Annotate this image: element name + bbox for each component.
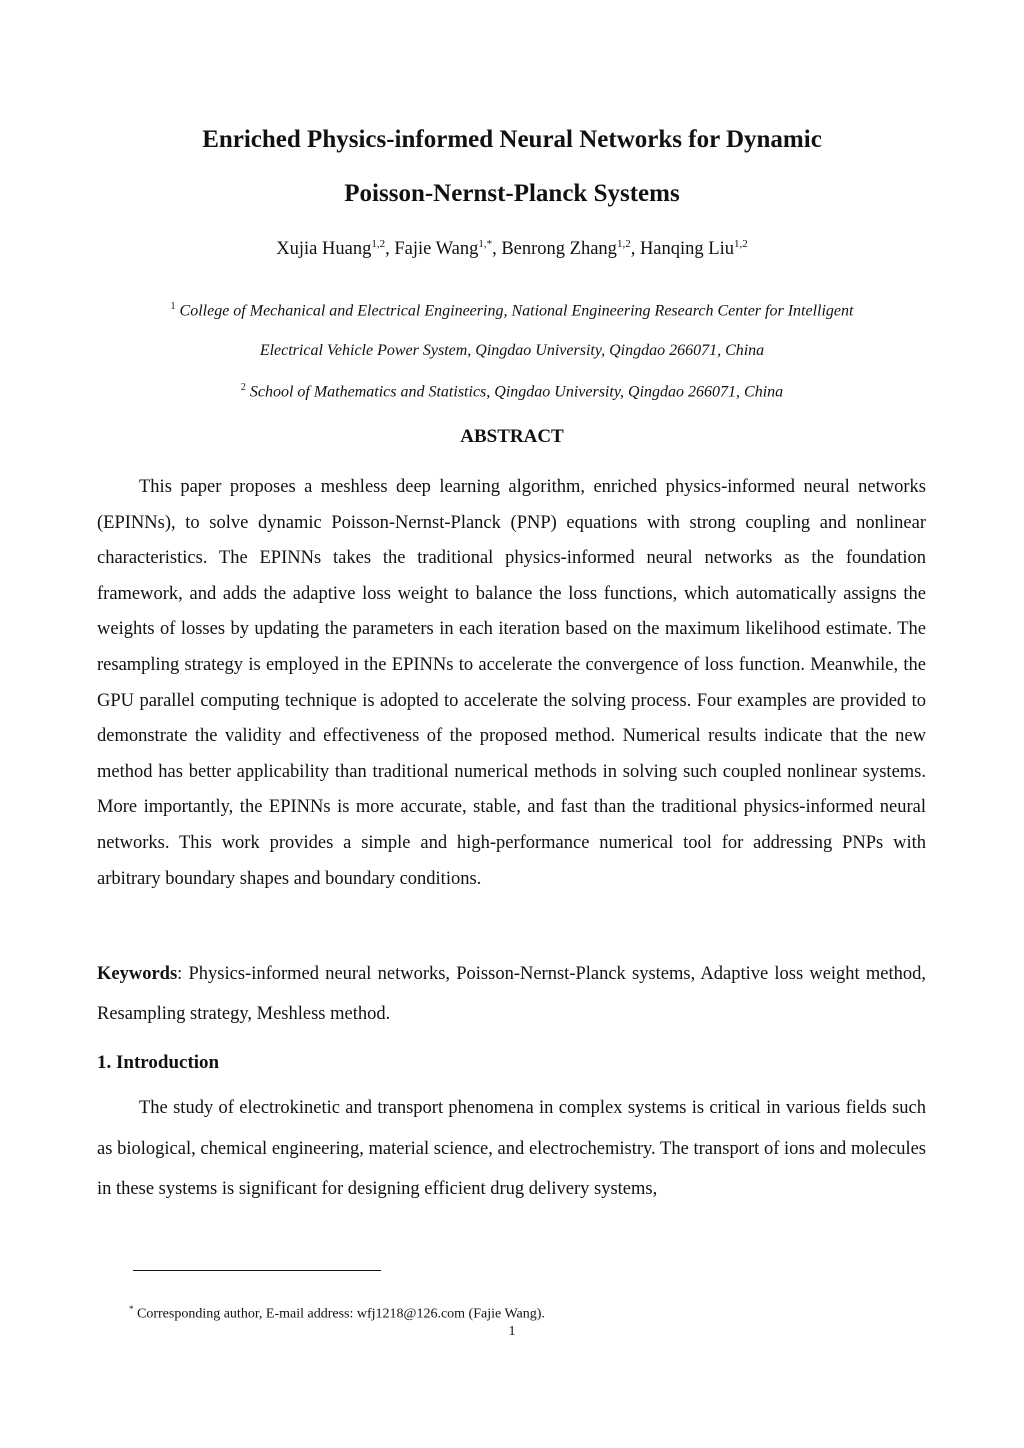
affiliation-marker: 2 <box>240 382 246 393</box>
author-separator: , <box>630 239 640 260</box>
footnote-divider <box>133 1270 381 1271</box>
author-affiliation-marker: 1,2 <box>616 238 631 250</box>
title-line-1: Enriched Physics-informed Neural Networks for Dynamic <box>202 126 822 153</box>
paper-title <box>60 113 964 221</box>
affiliation-text: School of Mathematics and Statistics, Qingdao University, Qingdao 266071, China <box>249 383 784 401</box>
page-number: 1 <box>508 1324 516 1339</box>
keywords-text: : Physics-informed neural networks, Poisson-Nernst-Planck systems, Adaptive loss weight method, Resampling strategy, Meshless method. <box>97 964 926 1024</box>
affiliation-2-line-1 <box>60 368 964 412</box>
affiliation-marker: 1 <box>170 301 176 312</box>
author-affiliation-marker: 1,* <box>478 238 493 250</box>
affiliation-2 <box>60 368 964 412</box>
affiliation-1-line-1 <box>60 287 964 331</box>
affiliation-1 <box>60 287 964 371</box>
author-name: Xujia Huang <box>276 239 372 260</box>
affiliation-text: College of Mechanical and Electrical Engineering, National Engineering Research Center for Intelligent <box>179 302 854 320</box>
author-affiliation-marker: 1,2 <box>733 238 748 250</box>
author-separator: , <box>492 239 502 260</box>
affiliation-1-line-2: Electrical Vehicle Power System, Qingdao University, Qingdao 266071, China <box>259 342 765 360</box>
footnote-marker: * <box>129 1304 134 1314</box>
footnote-text: Corresponding author, E-mail address: wfj1218@126.com (Fajie Wang). <box>137 1306 545 1322</box>
author-name: Fajie Wang <box>394 239 479 260</box>
keywords <box>97 954 926 1034</box>
author-affiliation-marker: 1,2 <box>371 238 386 250</box>
abstract-body: This paper proposes a meshless deep learning algorithm, enriched physics-informed neural networks (EPINNs), to solve dynamic Poisson-Nernst-Planck (PNP) equations with strong coupling and nonlinear characteristics. The EPINNs takes the traditional physics-informed neural networks as the foundation framework, and adds the adaptive loss weight to balance the loss functions, which automatically assigns the weights of losses by updating the parameters in each iteration based on the maximum likelihood estimate. The resampling strategy is employed in the EPINNs to accelerate the convergence of loss function. Meanwhile, the GPU parallel computing technique is adopted to accelerate the solving process. Four examples are provided to demonstrate the validity and effectiveness of the proposed method. Numerical results indicate that the new method has better applicability than traditional numerical methods in solving such coupled nonlinear systems. More importantly, the EPINNs is more accurate, stable, and fast than the traditional physics-informed neural networks. This work provides a simple and high-performance numerical tool for addressing PNPs with arbitrary boundary shapes and boundary conditions. <box>97 477 926 889</box>
keywords-label: Keywords <box>97 964 178 984</box>
title-line-2: Poisson-Nernst-Planck Systems <box>344 180 680 207</box>
footnote <box>129 1304 545 1323</box>
section-heading-introduction: 1. Introduction <box>97 1052 220 1073</box>
author-separator: , <box>385 239 395 260</box>
abstract-heading: ABSTRACT <box>460 426 564 447</box>
author-name: Hanqing Liu <box>639 239 734 260</box>
author-list <box>60 238 964 260</box>
introduction-body: The study of electrokinetic and transport phenomena in complex systems is critical in various fields such as biological, chemical engineering, material science, and electrochemistry. The transport of ions and molecules in these systems is significant for designing efficient drug delivery systems, <box>97 1098 926 1199</box>
author-name: Benrong Zhang <box>501 239 617 260</box>
